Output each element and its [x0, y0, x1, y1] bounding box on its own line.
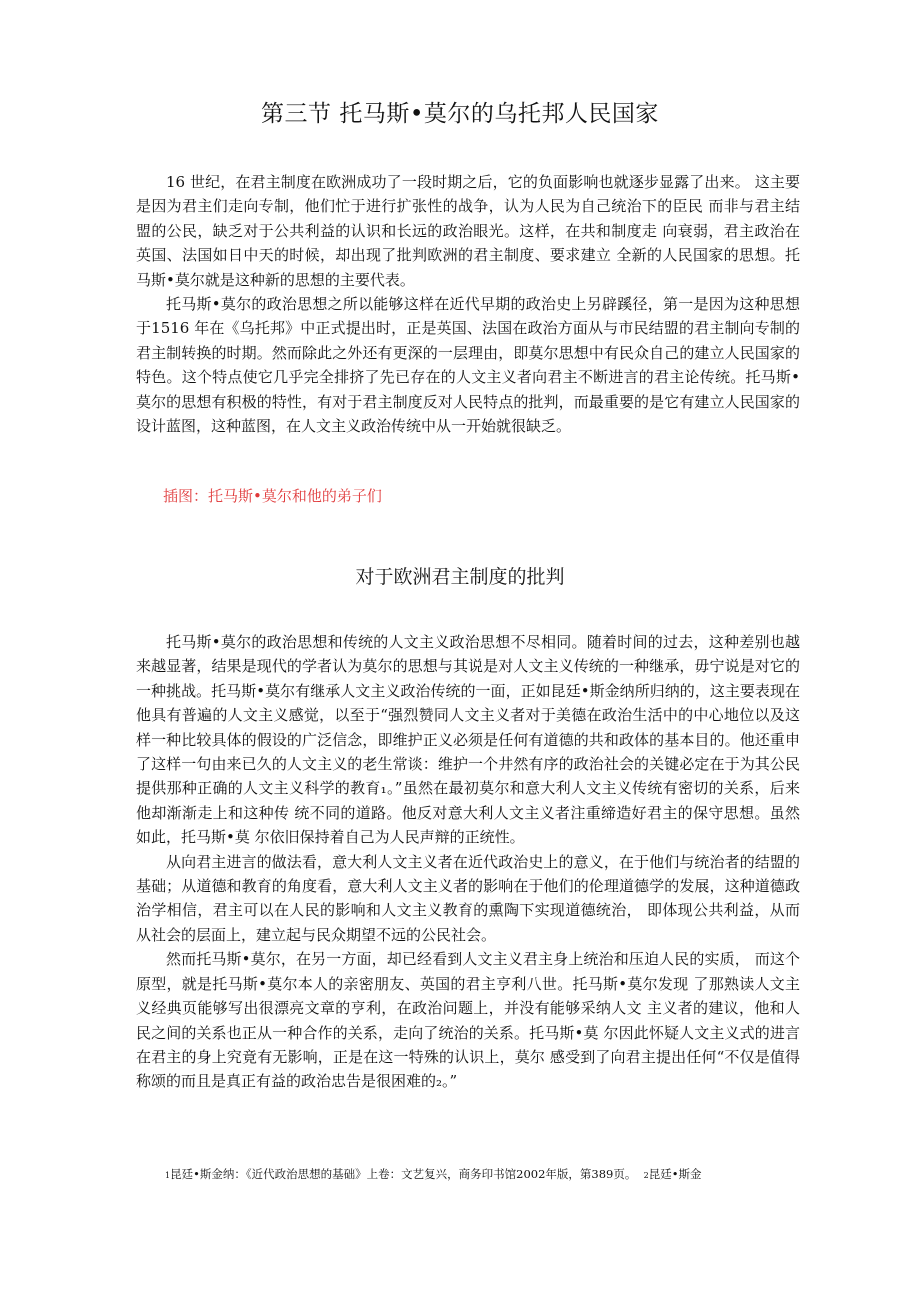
body-paragraph-1: 托马斯•莫尔的政治思想和传统的人文主义政治思想不尽相同。随着时间的过去，这种差别也越来越显著，结果是现代的学者认为莫尔的思想与其说是对人文主义传统的一种继承，毋宁说是对它的一种挑战。托马斯•莫尔有继承人文主义政治传统的一面，正如昆廷•斯金纳所归纳的，这主要表现在他具有普遍的人文主义感觉，以至于“强烈赞同人文主义者对于美德在政治生活中的中心地位以及这样一种比较具体的假设的广泛信念，即维护正义必须是任何有道德的共和政体的基本目的。他还重申了这样一句由来已久的人文主义的老生常谈：维护一个井然有序的政治社会的关键必定在于为其公民提供那种正确的人文主义科学的教育₁。”虽然在最初莫尔和意大利人文主义传统有密切的关系，后来他却渐渐走上和这种传 统不同的道路。他反对意大利人文主义者注重缔造好君主的保守思想。虽然如此，托马斯•莫 尔依旧保持着自己为人民声辩的正统性。 [136, 633, 800, 847]
footnote [165, 1165, 805, 1185]
intro-paragraph-2: 托马斯•莫尔的政治思想之所以能够这样在近代早期的政治史上另辟蹊径，第一是因为这种思想于1516 年在《乌托邦》中正式提出时，正是英国、法国在政治方面从与市民结盟的君主制向专制的君主制转换的时期。然而除此之外还有更深的一层理由，即莫尔思想中有民众自己的建立人民国家的特色。这个特点使它几乎完全排挤了先已存在的人文主义者向君主不断进言的君主论传统。托马斯•莫尔的思想有积极的特性，有对于君主制度反对人民特点的批判，而最重要的是它有建立人民国家的设计蓝图，这种蓝图，在人文主义政治传统中从一开始就很缺乏。 [136, 295, 800, 436]
body-paragraph-2: 从向君主进言的做法看，意大利人文主义者在近代政治史上的意义，在于他们与统治者的结盟的基础；从道德和教育的角度看，意大利人文主义者的影响在于他们的伦理道德学的发展，这种道德政治学相信，君主可以在人民的影响和人文主义教育的熏陶下实现道德统治， 即体现公共利益，从而从社会的层面上，建立起与民众期望不远的公民社会。 [136, 852, 800, 944]
body-section [136, 630, 800, 1094]
footnote-mark-2: 2 [643, 1171, 649, 1180]
footnote-text-1: 昆廷•斯金纳：《近代政治思想的基础》上卷：文艺复兴，商务印书馆2002年版，第389页。 [170, 1167, 637, 1181]
subsection-title: 对于欧洲君主制度的批判 [355, 566, 565, 588]
section-title: 第三节 托马斯•莫尔的乌托邦人民国家 [261, 101, 659, 127]
intro-section [136, 170, 800, 438]
illustration-caption: 插图：托马斯•莫尔和他的弟子们 [163, 487, 382, 505]
footnote-mark-1: 1 [165, 1171, 171, 1180]
intro-paragraph-1: 16 世纪，在君主制度在欧洲成功了一段时期之后，它的负面影响也就逐步显露了出来。 这主要是因为君主们走向专制，他们忙于进行扩张性的战争，认为人民为自己统治下的臣民 而非与君主结盟的公民，缺乏对于公共利益的认识和长远的政治眼光。这样，在共和制度走 向衰弱，君主政治在英国、法国如日中天的时候，却出现了批判欧洲的君主制度、要求建立 全新的人民国家的思想。托马斯•莫尔就是这种新的思想的主要代表。 [136, 173, 800, 289]
footnote-text-2: 昆廷•斯金 [648, 1167, 702, 1181]
body-paragraph-3: 然而托马斯•莫尔，在另一方面，却已经看到人文主义君主身上统治和压迫人民的实质， 而这个原型，就是托马斯•莫尔本人的亲密朋友、英国的君主亨利八世。托马斯•莫尔发现 了那熟读人文主义经典页能够写出很漂亮文章的亨利，在政治问题上，并没有能够采纳人文 主义者的建议，他和人民之间的关系也正从一种合作的关系，走向了统治的关系。托马斯•莫 尔因此怀疑人文主义式的进言在君主的身上究竟有无影响，正是在这一特殊的认识上，莫尔 感受到了向君主提出任何“不仅是值得称颂的而且是真正有益的政治忠告是很困难的₂。” [136, 950, 800, 1091]
